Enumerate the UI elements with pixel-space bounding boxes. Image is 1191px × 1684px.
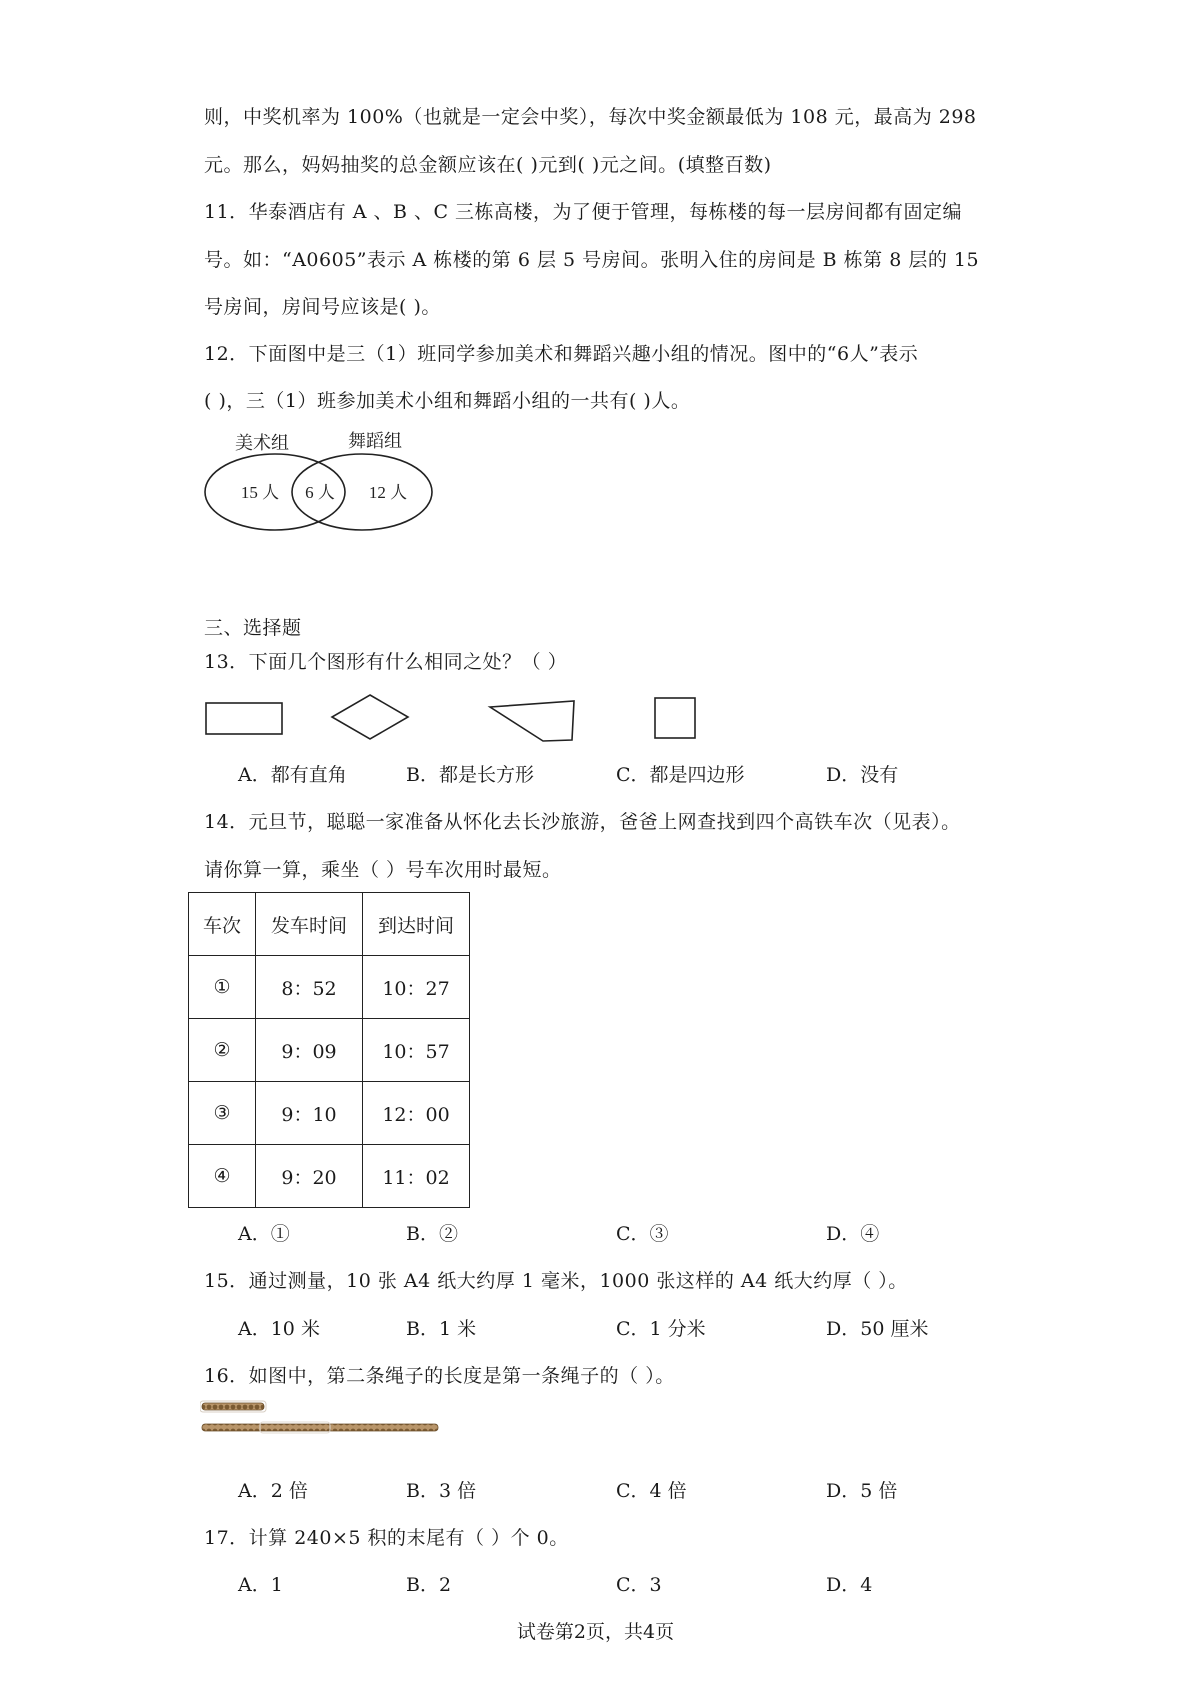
venn-dance-title: 舞蹈组 (348, 431, 402, 451)
q13-options (238, 760, 1078, 788)
depart-cell: 9：10 (256, 1082, 363, 1145)
rectangle-icon (206, 703, 282, 734)
train-id-cell: ① (189, 956, 256, 1019)
table-header-row (189, 893, 470, 956)
q17-option-d[interactable]: D．4 (826, 1574, 873, 1596)
header-train: 车次 (189, 893, 256, 956)
page-footer: 试卷第2页，共4页 (516, 1621, 675, 1643)
q11-line-1: 11．华泰酒店有 A 、B 、C 三栋高楼，为了便于管理，每栋楼的每一层房间都有固定编 (204, 201, 963, 223)
q14-option-d[interactable]: D．④ (826, 1223, 880, 1245)
q14-option-b[interactable]: B．② (406, 1223, 458, 1245)
table-row (189, 956, 470, 1019)
q13-stem: 13．下面几个图形有什么相同之处？（ ） (204, 651, 568, 673)
q16-option-d[interactable]: D．5 倍 (826, 1480, 898, 1502)
q14-options (238, 1219, 1078, 1247)
arrive-cell: 12：00 (363, 1082, 470, 1145)
q13-shapes (200, 690, 720, 745)
header-depart: 发车时间 (256, 893, 363, 956)
quadrilateral-icon (490, 701, 574, 741)
rope-first (202, 1403, 264, 1410)
train-id-cell: ③ (189, 1082, 256, 1145)
q12-line-2: ( )，三（1）班参加美术小组和舞蹈小组的一共有( )人。 (204, 390, 691, 412)
venn-diagram (200, 425, 440, 535)
venn-both-count: 6 人 (305, 483, 335, 502)
q14-option-a[interactable]: A．① (238, 1223, 290, 1245)
q10-line-1: 则，中奖机率为 100%（也就是一定会中奖），每次中奖金额最低为 108 元，最高为 298 (204, 106, 977, 128)
table-row (189, 1019, 470, 1082)
q17-options (238, 1570, 1078, 1598)
venn-dance-only-count: 12 人 (368, 483, 408, 502)
venn-art-title: 美术组 (235, 433, 289, 453)
rhombus-icon (332, 695, 408, 739)
table-row (189, 1082, 470, 1145)
q15-option-d[interactable]: D．50 厘米 (826, 1318, 929, 1340)
arrive-cell: 10：57 (363, 1019, 470, 1082)
q10-line-2: 元。那么，妈妈抽奖的总金额应该在( )元到( )元之间。(填整百数) (204, 154, 772, 176)
q11-line-2: 号。如：“A0605”表示 A 栋楼的第 6 层 5 号房间。张明入住的房间是 B 栋第 8 层的 15 (204, 249, 980, 271)
train-id-cell: ② (189, 1019, 256, 1082)
q14-line-1: 14．元旦节，聪聪一家准备从怀化去长沙旅游，爸爸上网查找到四个高铁车次（见表）。 (204, 811, 961, 833)
q16-options (238, 1476, 1078, 1504)
header-arrive: 到达时间 (363, 893, 470, 956)
arrive-cell: 11：02 (363, 1145, 470, 1208)
q13-option-b[interactable]: B．都是长方形 (406, 764, 534, 786)
q15-stem: 15．通过测量，10 张 A4 纸大约厚 1 毫米，1000 张这样的 A4 纸大约厚（ ）。 (204, 1270, 908, 1292)
q17-option-a[interactable]: A．1 (238, 1574, 283, 1596)
q14-option-c[interactable]: C．③ (616, 1223, 669, 1245)
q15-option-b[interactable]: B．1 米 (406, 1318, 477, 1340)
q13-option-d[interactable]: D．没有 (826, 764, 899, 786)
q16-option-b[interactable]: B．3 倍 (406, 1480, 477, 1502)
depart-cell: 9：09 (256, 1019, 363, 1082)
venn-art-only-count: 15 人 (240, 483, 280, 502)
q16-stem: 16．如图中，第二条绳子的长度是第一条绳子的（ ）。 (204, 1365, 675, 1387)
train-id-cell: ④ (189, 1145, 256, 1208)
q13-option-c[interactable]: C．都是四边形 (616, 764, 745, 786)
q12-line-1: 12．下面图中是三（1）班同学参加美术和舞蹈兴趣小组的情况。图中的“6人”表示 (204, 343, 919, 365)
depart-cell: 8：52 (256, 956, 363, 1019)
table-row (189, 1145, 470, 1208)
q15-option-c[interactable]: C．1 分米 (616, 1318, 706, 1340)
section-title: 三、选择题 (204, 617, 302, 639)
q14-line-2: 请你算一算，乘坐（ ）号车次用时最短。 (204, 859, 562, 881)
q17-option-c[interactable]: C．3 (616, 1574, 662, 1596)
q11-line-3: 号房间，房间号应该是( )。 (204, 296, 441, 318)
square-icon (655, 698, 695, 738)
depart-cell: 9：20 (256, 1145, 363, 1208)
q15-option-a[interactable]: A．10 米 (238, 1318, 320, 1340)
train-schedule-table (188, 892, 470, 1208)
rope-second (202, 1424, 438, 1431)
q13-option-a[interactable]: A．都有直角 (238, 764, 347, 786)
arrive-cell: 10：27 (363, 956, 470, 1019)
q17-option-b[interactable]: B．2 (406, 1574, 452, 1596)
q15-options (238, 1314, 1078, 1342)
q16-option-c[interactable]: C．4 倍 (616, 1480, 687, 1502)
rope-icon (200, 1395, 460, 1440)
q17-stem: 17．计算 240×5 积的末尾有（ ）个 0。 (204, 1527, 569, 1549)
q16-option-a[interactable]: A．2 倍 (238, 1480, 308, 1502)
